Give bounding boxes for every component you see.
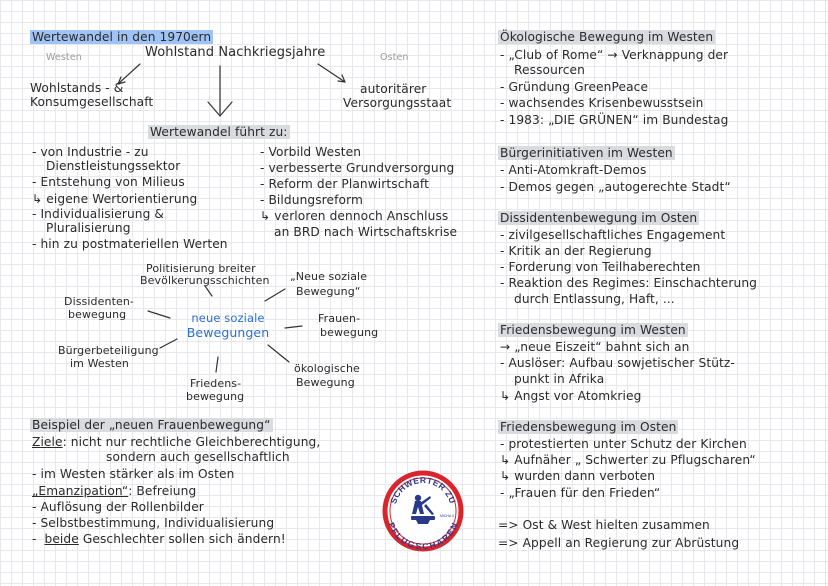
autoritaer-line-1: autoritärer <box>360 82 427 96</box>
list-item: - Auslöser: Aufbau sowjetischer Stütz- <box>500 356 735 370</box>
node-frieden-2: bewegung <box>186 390 245 403</box>
label-westen: Westen <box>46 52 82 63</box>
badge-side-text: MICHA 4 <box>440 514 455 518</box>
node-frauen-2: bewegung <box>320 326 379 339</box>
list-item: → „neue Eiszeit“ bahnt sich an <box>500 340 690 354</box>
fo-title: Friedensbewegung im Osten <box>500 420 677 434</box>
node-frieden-1: Friedens- <box>190 377 242 390</box>
ziele-line-2: sondern auch gesellschaftlich <box>106 450 290 464</box>
spoke-frieden <box>216 357 218 372</box>
list-item: - Kritik an der Regierung <box>500 244 652 258</box>
list-item: Dienstleistungssektor <box>46 159 181 173</box>
node-buerger-1: Bürgerbeteiligung <box>58 344 159 357</box>
list-item: punkt in Afrika <box>514 372 605 386</box>
list-item: - Entstehung von Milieus <box>32 175 185 189</box>
beispiel-title: Beispiel der „neuen Frauenbewegung“ <box>32 418 271 432</box>
list-item: - von Industrie - zu <box>32 145 149 159</box>
node-politisierung-2: Bevölkerungsschichten <box>140 274 270 287</box>
list-item: durch Entlassung, Haft, ... <box>514 292 675 306</box>
list-item: - hin zu postmateriellen Werten <box>32 237 228 251</box>
list-item: - Demos gegen „autogerechte Stadt“ <box>500 180 731 194</box>
ziele-label: Ziele <box>32 435 63 449</box>
aufloesung-line: - Auflösung der Rollenbilder <box>32 500 204 514</box>
autoritaer-line-2: Versorgungsstaat <box>343 96 452 110</box>
selbstbestimmung-line: - Selbstbestimmung, Individualisierung <box>32 516 275 530</box>
spoke-dissidenten <box>148 311 170 318</box>
node-dissidenten-2: bewegung <box>68 308 127 321</box>
im-westen-line: - im Westen stärker als im Osten <box>32 467 235 481</box>
list-item: - Forderung von Teilhaberechten <box>500 260 701 274</box>
list-item: - Gründung GreenPeace <box>500 80 649 94</box>
list-item: - Individualisierung & <box>32 207 165 221</box>
list-item: Ressourcen <box>514 63 585 77</box>
list-item: - „Club of Rome“ → Verknappung der <box>500 48 729 62</box>
mindmap-center-line-2: Bewegungen <box>186 325 270 340</box>
list-item: - „Frauen für den Frieden“ <box>500 486 661 500</box>
ziele-text: : nicht nur rechtliche Gleichberechtigung, <box>62 435 321 449</box>
conclusion-1: => Ost & West hielten zusammen <box>498 518 710 532</box>
spoke-frauen <box>285 326 302 328</box>
list-item: - wachsendes Krisenbewusstsein <box>500 96 704 110</box>
diss-title: Dissidentenbewegung im Osten <box>500 211 698 225</box>
list-item: - protestierten unter Schutz der Kirchen <box>500 437 747 451</box>
fw-title: Friedensbewegung im Westen <box>500 323 686 337</box>
spoke-neue <box>265 289 285 301</box>
beide-rest: Geschlechter sollen sich ändern! <box>82 532 286 546</box>
list-item: - Reform der Planwirtschaft <box>260 177 429 191</box>
list-item: Pluralisierung <box>46 221 131 235</box>
badge-top-text: SCHWERTER ZU <box>388 474 458 506</box>
list-item: ↳ Aufnäher „ Schwerter zu Pflugscharen“ <box>500 453 756 467</box>
conclusion-2: => Appell an Regierung zur Abrüstung <box>498 536 740 550</box>
node-neue-soziale-1: „Neue soziale <box>290 270 368 283</box>
spoke-oeko <box>268 345 289 362</box>
list-item: - verbesserte Grundversorgung <box>260 161 455 175</box>
page-title: Wertewandel in den 1970ern <box>32 30 212 44</box>
list-item: - zivilgesellschaftliches Engagement <box>500 228 726 242</box>
emanzipation-label: „Emanzipation“ <box>32 484 129 498</box>
schwerter-zu-pflugscharen-badge <box>382 470 464 552</box>
buerger-title: Bürgerinitiativen im Westen <box>500 146 673 160</box>
beide-dash: - <box>32 532 37 546</box>
wohlstands-line-1: Wohlstands - & <box>30 81 124 95</box>
label-osten: Osten <box>380 52 409 63</box>
node-politisierung-1: Politisierung breiter <box>146 262 256 275</box>
node-neue-soziale-2: Bewegung“ <box>296 285 361 298</box>
list-item: - Vorbild Westen <box>260 145 362 159</box>
node-oeko-2: Bewegung <box>296 376 355 389</box>
wertewandel-fuehrt-zu: Wertewandel führt zu: <box>150 125 288 139</box>
node-oeko-1: ökologische <box>294 362 360 375</box>
node-frauen-1: Frauen- <box>318 312 361 325</box>
oeko-title: Ökologische Bewegung im Westen <box>500 30 714 44</box>
list-item: an BRD nach Wirtschaftskrise <box>274 225 458 239</box>
befreiung-text: : Befreiung <box>128 484 197 498</box>
list-item: - Anti-Atomkraft-Demos <box>500 163 647 177</box>
spoke-buerger <box>160 339 177 348</box>
list-item: ↳ verloren dennoch Anschluss <box>260 209 449 223</box>
mindmap-center-line-1: neue soziale <box>191 311 265 325</box>
list-item: ↳ Angst vor Atomkrieg <box>500 389 642 403</box>
list-item: ↳ eigene Wertorientierung <box>32 192 198 206</box>
list-item: - 1983: „DIE GRÜNEN“ im Bundestag <box>500 113 729 127</box>
wohlstand-nachkriegsjahre: Wohlstand Nachkriegsjahre <box>145 45 326 60</box>
list-item: - Bildungsreform <box>260 193 363 207</box>
wohlstands-line-2: Konsumgesellschaft <box>30 95 154 109</box>
node-buerger-2: im Westen <box>70 357 129 370</box>
badge-bottom-text: PFLUGSCHAREN <box>386 520 460 552</box>
beide-word: beide <box>44 532 79 546</box>
arrow-to-autoritaer <box>318 64 345 82</box>
node-dissidenten-1: Dissidenten- <box>64 295 134 308</box>
list-item: - Reaktion des Regimes: Einschachterung <box>500 276 757 290</box>
list-item: ↳ wurden dann verboten <box>500 469 656 483</box>
